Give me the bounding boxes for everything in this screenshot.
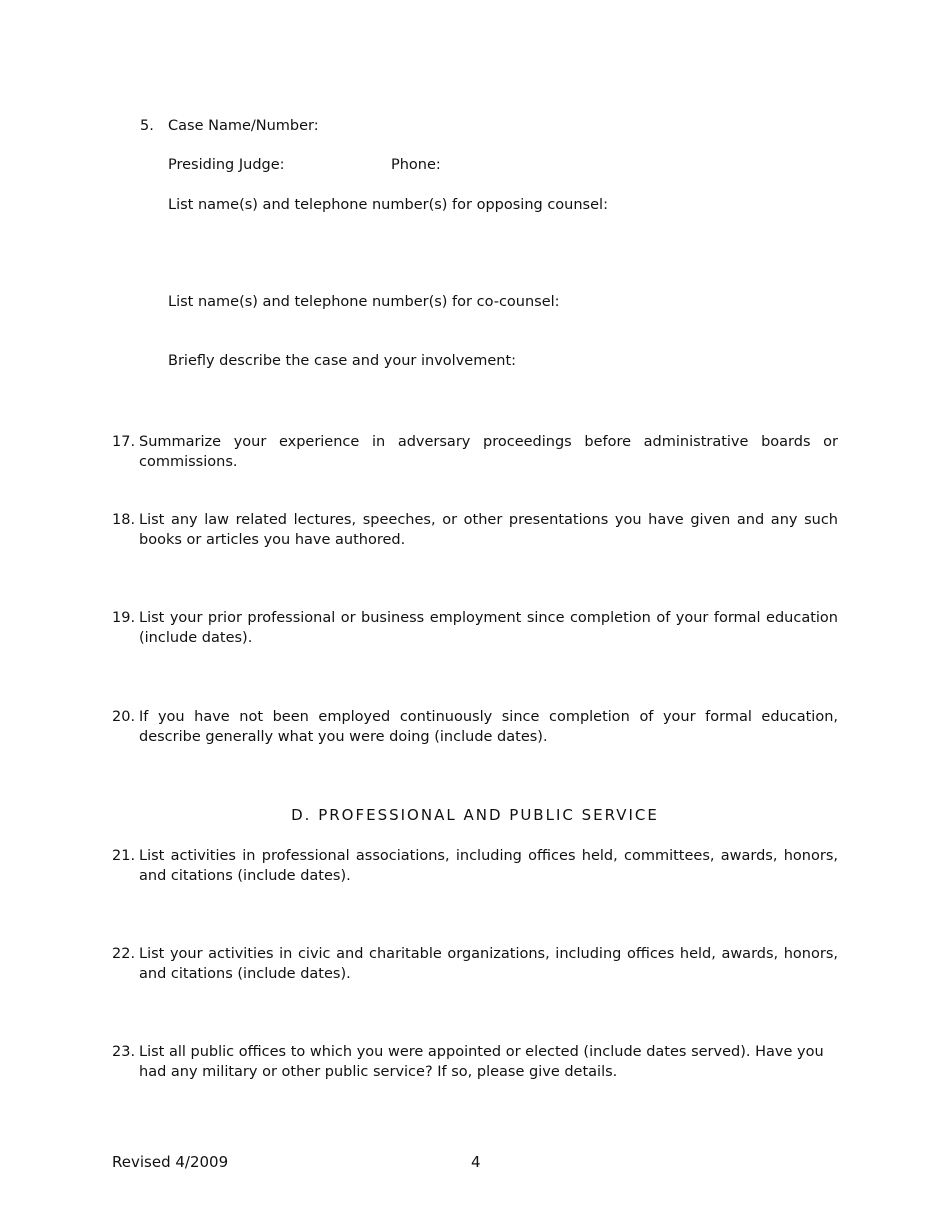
question-text: Summarize your experience in adversary proceedings before administrative boards or commissions.	[139, 434, 838, 470]
question-text: List your activities in civic and charitable organizations, including offices held, awards, honors, and citations (include dates).	[139, 946, 838, 982]
section-heading: D. PROFESSIONAL AND PUBLIC SERVICE	[291, 806, 659, 824]
question-text: List your prior professional or business employment since completion of your formal education (include dates).	[139, 610, 838, 646]
opposing-counsel-prompt: List name(s) and telephone number(s) for opposing counsel:	[168, 197, 608, 213]
question-number: 17.	[112, 434, 136, 450]
case-description-prompt: Briefly describe the case and your involvement:	[168, 353, 517, 369]
case-number: 5.	[140, 118, 154, 134]
question-text: List all public offices to which you were appointed or elected (include dates served). Have you had any military or other public service? If so, please give details.	[139, 1044, 824, 1080]
question-number: 20.	[112, 709, 136, 725]
question-number: 22.	[112, 946, 136, 962]
case-name-label: Case Name/Number:	[168, 118, 319, 134]
question-text: If you have not been employed continuously since completion of your formal education, describe generally what you were doing (include dates).	[139, 709, 838, 745]
question-text: List any law related lectures, speeches, or other presentations you have given and any such books or articles you have authored.	[139, 512, 838, 548]
question-number: 23.	[112, 1044, 136, 1060]
question-text: List activities in professional associations, including offices held, committees, awards, honors, and citations (include dates).	[139, 848, 838, 884]
question-number: 21.	[112, 848, 136, 864]
footer-page-number: 4	[471, 1153, 481, 1171]
co-counsel-prompt: List name(s) and telephone number(s) for co-counsel:	[168, 294, 560, 310]
phone-label: Phone:	[391, 157, 441, 173]
question-number: 18.	[112, 512, 136, 528]
footer-revised: Revised 4/2009	[112, 1153, 229, 1171]
question-number: 19.	[112, 610, 136, 626]
presiding-judge-label: Presiding Judge:	[168, 157, 285, 173]
